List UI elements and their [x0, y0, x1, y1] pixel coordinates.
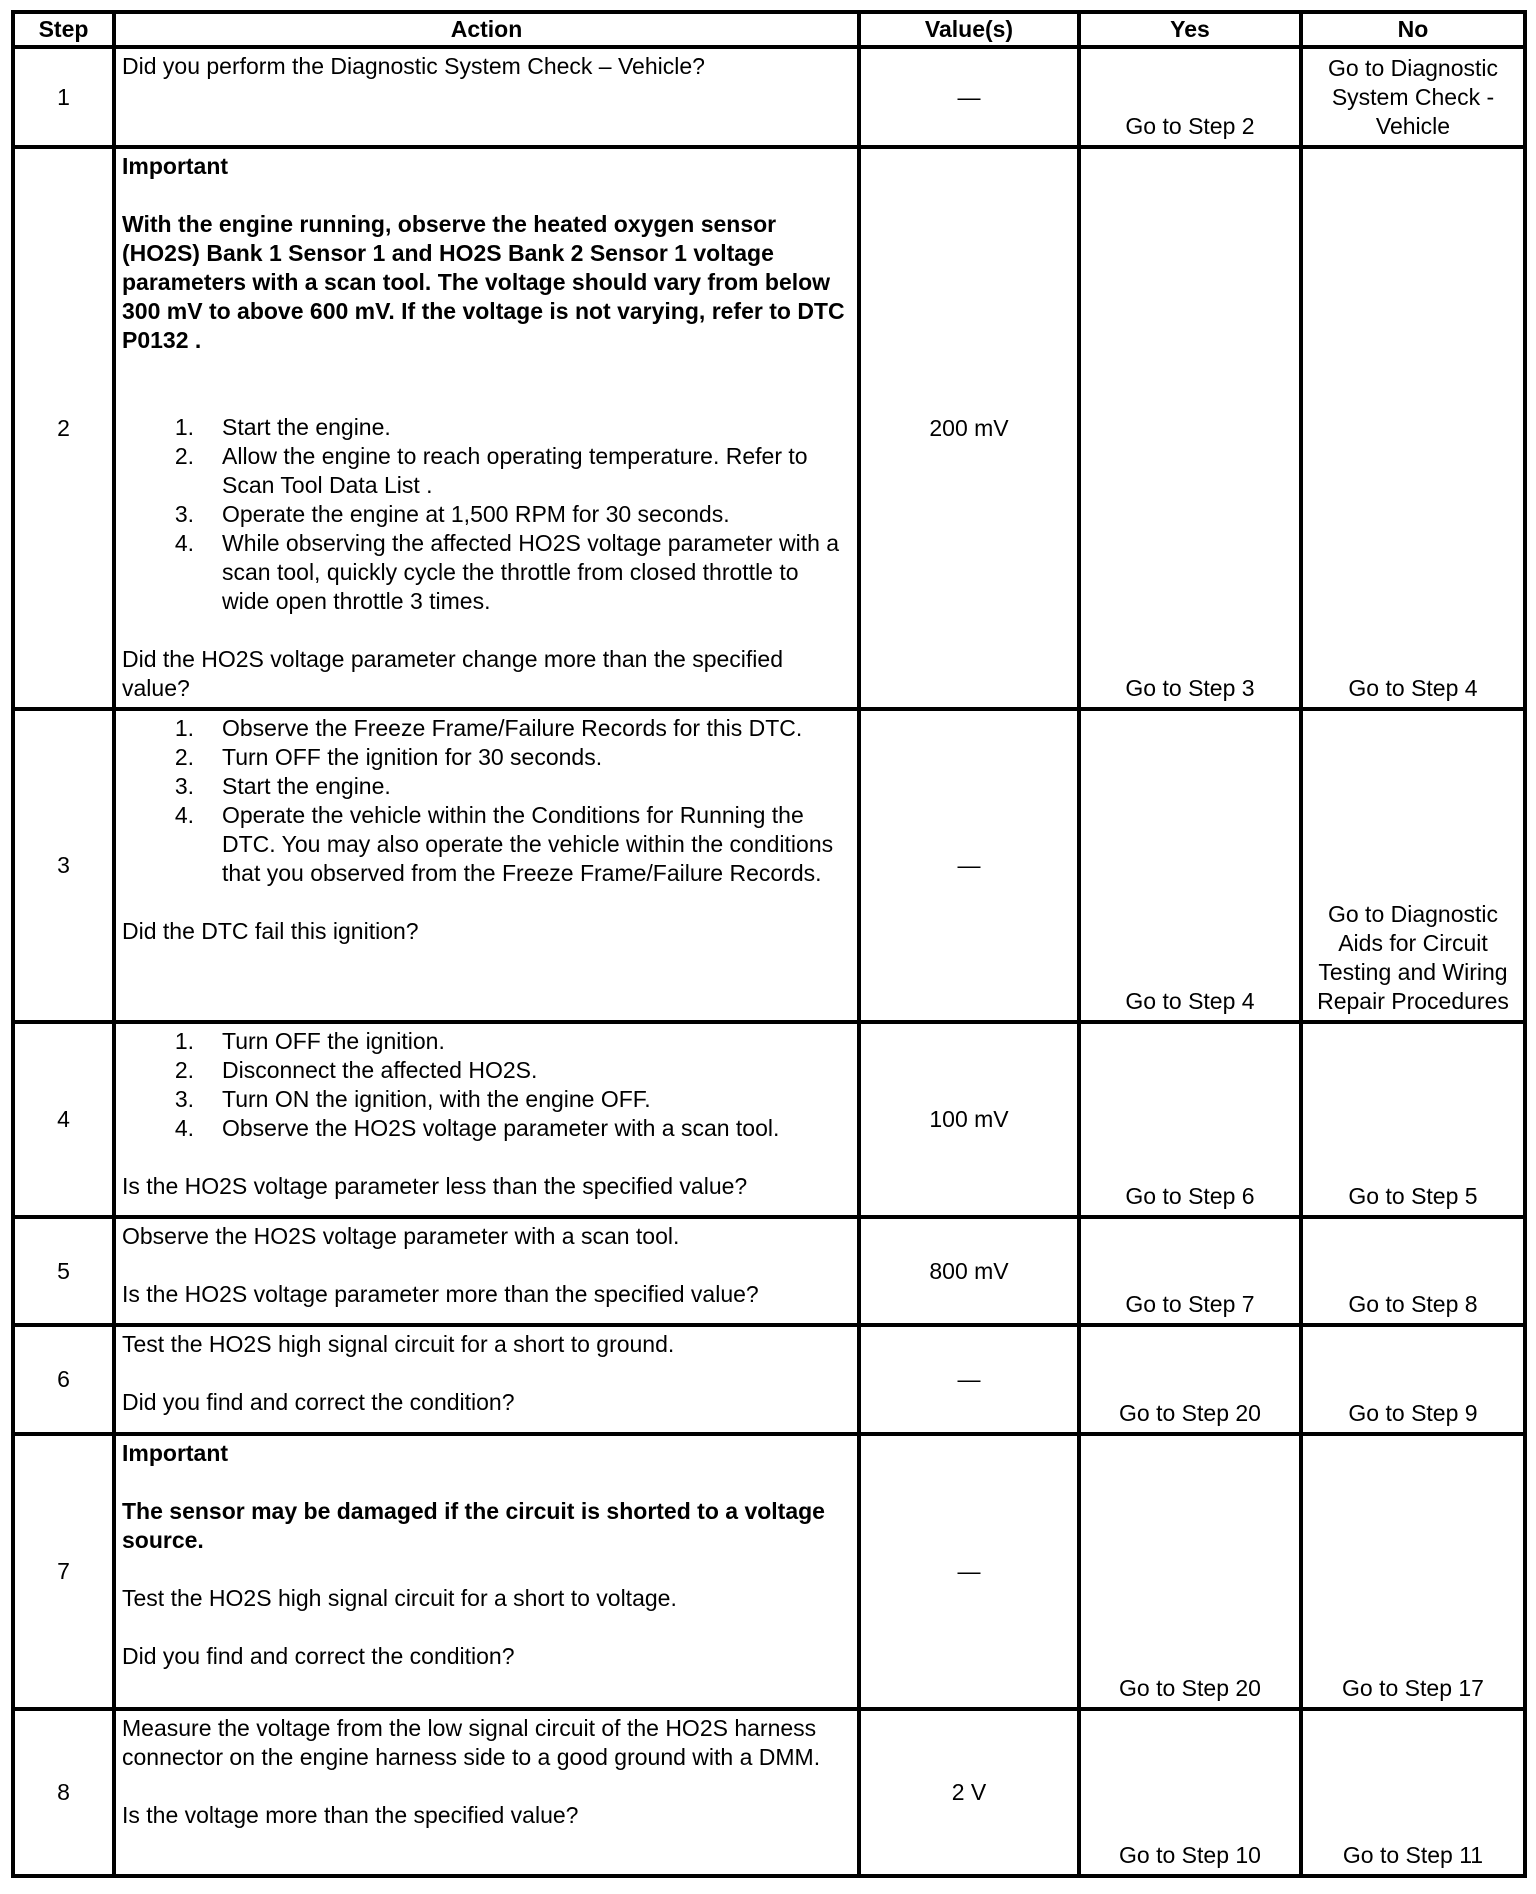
yes-cell: Go to Step 20	[1079, 1434, 1301, 1709]
list-item: 4. While observing the affected HO2S voltage parameter with a scan tool, quickly cycle the throttle from closed throttle to wide open throttle 3 times.	[174, 530, 840, 614]
procedure-list	[122, 413, 851, 616]
table-row	[13, 1709, 1525, 1876]
header-yes: Yes	[1079, 12, 1301, 47]
step-number: 7	[13, 1434, 114, 1709]
no-cell: Go to Step 9	[1301, 1325, 1525, 1434]
list-item: 4. Observe the HO2S voltage parameter with a scan tool.	[174, 1115, 780, 1141]
action-question: Did you perform the Diagnostic System Check – Vehicle?	[122, 53, 705, 79]
value-cell: 2 V	[859, 1709, 1079, 1876]
yes-cell: Go to Step 6	[1079, 1022, 1301, 1217]
list-item: 1. Start the engine.	[174, 414, 391, 440]
header-values: Value(s)	[859, 12, 1079, 47]
list-item: 1. Observe the Freeze Frame/Failure Records for this DTC.	[174, 715, 803, 741]
list-item: 3. Start the engine.	[174, 773, 391, 799]
table-row	[13, 47, 1525, 147]
action-text: Measure the voltage from the low signal circuit of the HO2S harness connector on the engine harness side to a good ground with a DMM.	[122, 1715, 821, 1770]
table-row	[13, 1022, 1525, 1217]
step-number: 4	[13, 1022, 114, 1217]
header-row	[13, 12, 1525, 47]
action-cell	[114, 1217, 859, 1325]
header-action: Action	[114, 12, 859, 47]
action-cell	[114, 1709, 859, 1876]
value-cell: 800 mV	[859, 1217, 1079, 1325]
step-number: 2	[13, 147, 114, 709]
action-text: Observe the HO2S voltage parameter with a scan tool.	[122, 1223, 680, 1249]
action-question: Did you find and correct the condition?	[122, 1389, 515, 1415]
action-text: Test the HO2S high signal circuit for a short to voltage.	[122, 1585, 677, 1611]
action-cell	[114, 47, 859, 147]
important-label: Important	[122, 153, 229, 179]
diagnostic-table	[11, 10, 1527, 1878]
yes-cell: Go to Step 2	[1079, 47, 1301, 147]
action-cell	[114, 1434, 859, 1709]
important-text: The sensor may be damaged if the circuit is shorted to a voltage source.	[122, 1498, 825, 1553]
value-cell: 200 mV	[859, 147, 1079, 709]
value-cell: 100 mV	[859, 1022, 1079, 1217]
yes-cell: Go to Step 20	[1079, 1325, 1301, 1434]
table-row	[13, 1434, 1525, 1709]
action-cell	[114, 709, 859, 1022]
step-number: 5	[13, 1217, 114, 1325]
list-item: 2. Allow the engine to reach operating temperature. Refer to Scan Tool Data List .	[174, 443, 808, 498]
yes-cell: Go to Step 10	[1079, 1709, 1301, 1876]
table-row	[13, 1217, 1525, 1325]
action-question: Is the voltage more than the specified value?	[122, 1802, 579, 1828]
no-cell: Go to Diagnostic Aids for Circuit Testing and Wiring Repair Procedures	[1301, 709, 1525, 1022]
procedure-list	[122, 1027, 851, 1143]
yes-cell: Go to Step 4	[1079, 709, 1301, 1022]
no-cell: Go to Step 4	[1301, 147, 1525, 709]
action-cell	[114, 1325, 859, 1434]
action-question: Did the HO2S voltage parameter change more than the specified value?	[122, 646, 783, 701]
action-question: Is the HO2S voltage parameter more than the specified value?	[122, 1281, 759, 1307]
no-cell: Go to Step 5	[1301, 1022, 1525, 1217]
table-row	[13, 1325, 1525, 1434]
value-cell: —	[859, 709, 1079, 1022]
list-item: 3. Turn ON the ignition, with the engine OFF.	[174, 1086, 651, 1112]
header-step: Step	[13, 12, 114, 47]
value-cell: —	[859, 1434, 1079, 1709]
yes-cell: Go to Step 7	[1079, 1217, 1301, 1325]
step-number: 1	[13, 47, 114, 147]
value-cell: —	[859, 47, 1079, 147]
no-cell: Go to Step 11	[1301, 1709, 1525, 1876]
step-number: 6	[13, 1325, 114, 1434]
yes-cell: Go to Step 3	[1079, 147, 1301, 709]
table-row	[13, 147, 1525, 709]
table-row	[13, 709, 1525, 1022]
important-text: With the engine running, observe the heated oxygen sensor (HO2S) Bank 1 Sensor 1 and HO2S Bank 2 Sensor 1 voltage parameters with a scan tool. The voltage should vary from below 300 mV to above 600 mV. If the voltage is not varying, refer to DTC P0132 .	[122, 211, 845, 353]
list-item: 3. Operate the engine at 1,500 RPM for 30 seconds.	[174, 501, 730, 527]
diagnostic-table-document	[11, 10, 1527, 1878]
step-number: 3	[13, 709, 114, 1022]
important-label: Important	[122, 1440, 229, 1466]
action-cell	[114, 1022, 859, 1217]
header-no: No	[1301, 12, 1525, 47]
no-cell: Go to Step 17	[1301, 1434, 1525, 1709]
list-item: 4. Operate the vehicle within the Conditions for Running the DTC. You may also operate the vehicle within the conditions that you observed from the Freeze Frame/Failure Records.	[174, 802, 834, 886]
procedure-list	[122, 714, 851, 888]
action-question: Is the HO2S voltage parameter less than the specified value?	[122, 1173, 748, 1199]
action-question: Did the DTC fail this ignition?	[122, 918, 419, 944]
step-number: 8	[13, 1709, 114, 1876]
no-cell: Go to Step 8	[1301, 1217, 1525, 1325]
value-cell: —	[859, 1325, 1079, 1434]
no-cell: Go to Diagnostic System Check - Vehicle	[1301, 47, 1525, 147]
list-item: 2. Turn OFF the ignition for 30 seconds.	[174, 744, 603, 770]
action-question: Did you find and correct the condition?	[122, 1643, 515, 1669]
action-text: Test the HO2S high signal circuit for a short to ground.	[122, 1331, 675, 1357]
list-item: 1. Turn OFF the ignition.	[174, 1028, 445, 1054]
action-cell	[114, 147, 859, 709]
list-item: 2. Disconnect the affected HO2S.	[174, 1057, 538, 1083]
